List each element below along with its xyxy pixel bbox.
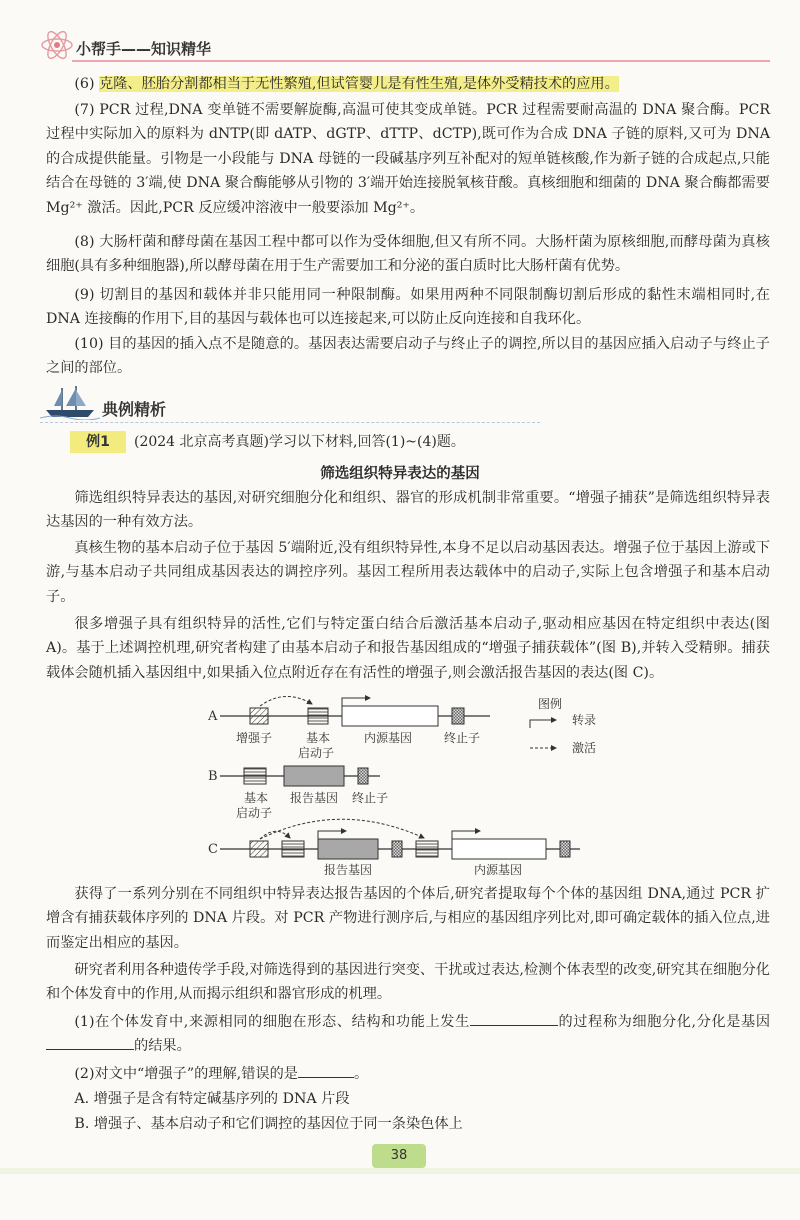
note-10: (10) 目的基因的插入点不是随意的。基因表达需要启动子与终止子的调控,所以目的基因应插入启动子与终止子之间的部位。 (46, 336, 770, 377)
sailing-ship-icon (40, 384, 100, 420)
label-basic-b2: 启动子 (236, 806, 273, 820)
label-reporter-b: 报告基因 (290, 791, 339, 805)
legend-title: 图例 (538, 697, 563, 711)
header-title: 小帮手——知识精华 (76, 40, 212, 58)
label-basic-b1: 基本 (244, 791, 269, 805)
promoter-box-b (244, 768, 266, 784)
section-divider (40, 422, 540, 424)
endogenous-gene-box-c (452, 839, 546, 859)
label-endogenous-a: 内源基因 (364, 731, 413, 745)
label-reporter-c: 报告基因 (324, 863, 373, 875)
note-9: (9) 切割目的基因和载体并非只能用同一种限制酶。如果用两种不同限制酶切割后形成的黏性末端相同时,在 DNA 连接酶的作用下,目的基因与载体也可以连接起来,可以防止反向连接和自我环化。 (46, 287, 770, 328)
answer-blank-3[interactable] (298, 1063, 354, 1078)
note-6: (6) 克隆、胚胎分割都相当于无性繁殖,但试管婴儿是有性生殖,是体外受精技术的应用。 (74, 76, 619, 92)
article-paragraph-4: 获得了一系列分别在不同组织中特异表达报告基因的个体后,研究者提取每个个体的基因组 DNA,通过 PCR 扩增含有捕获载体序列的 DNA 片段。对 PCR 产物进行测序后,与相应的基因组序列比对,即可确定载体的插入位点,进而鉴定出相应的基因。 (46, 886, 770, 951)
reporter-gene-box-c (318, 839, 378, 859)
page-number: 38 (372, 1144, 426, 1168)
example-tag: 例1 (70, 431, 126, 453)
article-paragraph-2: 真核生物的基本启动子位于基因 5′端附近,没有组织特异性,本身不足以启动基因表达。增强子位于基因上游或下游,与基本启动子共同组成基因表达的调控序列。基因工程所用表达载体中的启动子,实际上包含增强子和基本启动子。 (46, 540, 770, 605)
article-paragraph-3: 很多增强子具有组织特异的活性,它们与特定蛋白结合后激活基本启动子,驱动相应基因在特定组织中表达(图 A)。基于上述调控机理,研究者构建了由基本启动子和报告基因组成的“增强子捕获载体”(图 B),并转入受精卵。捕获载体会随机插入基因组中,如果插入位点附近存在有活性的增强子,则会激活报告基因的表达(图 C)。 (46, 616, 770, 681)
label-endogenous-c: 内源基因 (474, 863, 523, 875)
article-paragraph-1: 筛选组织特异表达的基因,对研究细胞分化和组织、器官的形成机制非常重要。“增强子捕获”是筛选组织特异表达基因的一种有效方法。 (46, 490, 770, 531)
row-c-label: C (208, 842, 218, 857)
endogenous-gene-box-a (342, 706, 438, 726)
answer-blank-1[interactable] (470, 1011, 558, 1026)
page-header (0, 0, 800, 70)
note-8: (8) 大肠杆菌和酵母菌在基因工程中都可以作为受体细胞,但又有所不同。大肠杆菌为原核细胞,而酵母菌为真核细胞(具有多种细胞器),所以酵母菌在用于生产需要加工和分泌的蛋白质时比大肠杆菌有优势。 (46, 234, 770, 275)
question-1: (1)在个体发育中,来源相同的细胞在形态、结构和功能上发生 的过程称为细胞分化,分化是基因的结果。 (46, 1010, 770, 1059)
row-a-label: A (208, 709, 218, 724)
note-6-highlight: 克隆、胚胎分割都相当于无性繁殖,但试管婴儿是有性生殖,是体外受精技术的应用。 (99, 76, 619, 92)
enhancer-box-a (250, 708, 268, 724)
label-enhancer: 增强子 (236, 731, 273, 745)
article-title: 筛选组织特异表达的基因 (320, 466, 480, 482)
legend-transcription: 转录 (572, 713, 597, 727)
promoter-box-a (308, 708, 328, 724)
question-2: (2)对文中“增强子”的理解,错误的是 。 (46, 1062, 770, 1086)
gene-diagram (200, 690, 610, 875)
label-basic-a2: 启动子 (298, 746, 335, 760)
terminator-box-b (358, 768, 368, 784)
terminator-box-c1 (392, 841, 402, 857)
promoter-box-c2 (416, 841, 438, 857)
answer-blank-2[interactable] (46, 1035, 134, 1050)
legend-transcription-arrow (530, 720, 556, 728)
row-b-label: B (208, 769, 218, 784)
option-a: A. 增强子是含有特定碱基序列的 DNA 片段 (74, 1091, 350, 1107)
label-terminator-a: 终止子 (444, 731, 481, 745)
option-b: B. 增强子、基本启动子和它们调控的基因位于同一条染色体上 (74, 1116, 463, 1132)
label-basic-a1: 基本 (306, 731, 331, 745)
promoter-box-c1 (282, 841, 304, 857)
section-title: 典例精析 (102, 400, 167, 419)
enhancer-box-c (250, 841, 268, 857)
terminator-box-c2 (560, 841, 570, 857)
article-paragraph-5: 研究者利用各种遗传学手段,对筛选得到的基因进行突变、干扰或过表达,检测个体表型的改变,研究其在细胞分化和个体发育中的作用,从而揭示组织和器官形成的机理。 (46, 962, 770, 1003)
header-divider (72, 60, 770, 62)
example-intro: (2024 北京高考真题)学习以下材料,回答(1)~(4)题。 (134, 434, 465, 450)
footer-band (0, 1168, 800, 1174)
legend-activation: 激活 (572, 741, 597, 755)
label-terminator-b: 终止子 (352, 791, 389, 805)
atom-logo-icon (40, 28, 74, 62)
reporter-gene-box-b (284, 766, 344, 786)
terminator-box-a (452, 708, 464, 724)
note-7: (7) PCR 过程,DNA 变单链不需要解旋酶,高温可使其变成单链。PCR 过程需要耐高温的 DNA 聚合酶。PCR 过程中实际加入的原料为 dNTP(即 dATP、dGTP、dTTP、dCTP),既可作为合成 DNA 子链的原料,又可为 DNA 的合成提供能量。引物是一小段能与 DNA 母链的一段碱基序列互补配对的短单链核酸,作为新子链的合成起点,只能结合在母链的 3′端,使 DNA 聚合酶能够从引物的 3′端开始连接脱氧核苷酸。真核细胞和细菌的 DNA 聚合酶都需要 Mg²⁺ 激活。因此,PCR 反应缓冲溶液中一般要添加 Mg²⁺。 (46, 102, 770, 216)
